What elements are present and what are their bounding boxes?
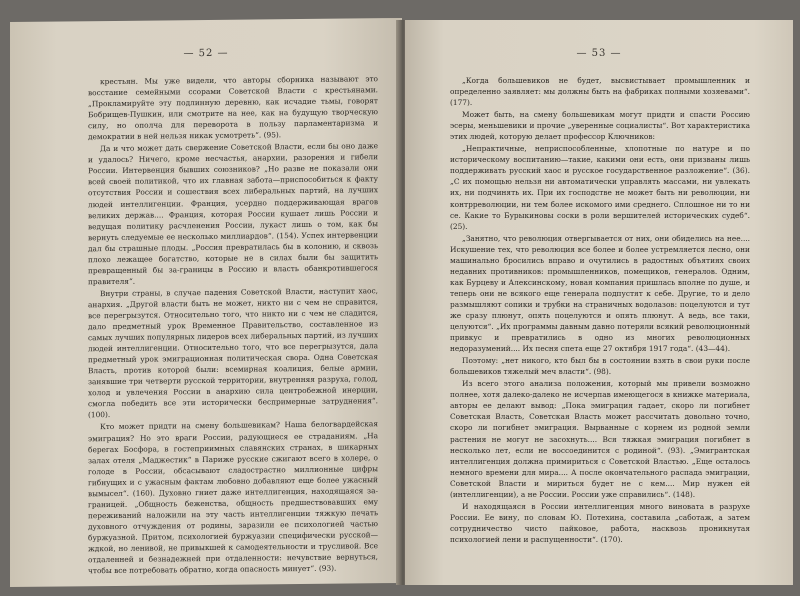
paragraph: Может быть, на смену большевикам могут придти и спасти Россию эсеры, меньшевики и прочие „уверенные социалисты“. Вот характеристика этих людей, которую делает профессор Ключников: (450, 110, 750, 142)
page-number: — 52 — (183, 47, 229, 60)
paragraph: „Занятно, что революция отвергывается от них, они обиделись на нее.... Искушение тех, что революция все более и более устремляется лесно, они машинально бросились вправо и очутились в радостных объятиях своих недавних противников: промышленников, помещиков, генералов. Одним, как Бурцеву и Алексинскому, новая компания пришлась вполне по душе, и теперь они не всякого еще генерала подпустят к себе. Другие, то и дело размышляют сопики и трубки на страничных водолазов: поцелуются и тут же сразу плюнут, опять поцелуются и опять плюнут. А ведь, все таки, целуются“. „Их программы давным давно потеряли всякий революционный привкус и превратились в одно из многих революционных недоразумений.... Их песня спета еще 27 октября 1917 года“. (43—44). (450, 233, 750, 354)
right-page (405, 20, 793, 585)
left-page (10, 18, 402, 587)
paragraph: И находящаяся в России интеллигенция много виновата в разрухе России. Ее вину, по словам Ю. Потехина, составила „саботаж, а затем сотрудничество чисто пайковое, работа, насквозь проникнутая психологией лени и распущенности“. (170). (450, 501, 750, 544)
page-number: — 53 — (576, 48, 622, 59)
paragraph: „Когда большевиков не будет, высвистывает промышленник и определенно заявляет: мы должны быть на фабриках полными хозяевами“. (177). (450, 76, 750, 108)
paragraph: Внутри страны, в случае падения Советской Власти, наступит хаос, анархия. „Другой власти быть не может, никто ни с чем не справится, все перегрызутся. Относительно того, что никто ни с чем не сладится, дало предметный урок Временное Правительство, составленное из самых лучших популярных лидеров всех либеральных партий, из лучших людей интеллигенции. Относительно того, что все перегрызутся, дала предметный урок эмиграционная политическая свора. Одна Советская Власть, против которой были: всемирная коалиция, белые армии, занявшие три четверти русской территории, внутренняя разруха, голод, холод и увлечения России в анархию сила центробежной инерции, смогла победить все эти исторически беспримерные затруднения“. (100). (88, 286, 378, 420)
paragraph: Кто может придти на смену большевикам? Наша белогвардейская эмиграция? Но это враги России, радующиеся ее страданиям. „На берегах Босфора, в гостеприимных славянских странах, в шикарных залах отеля „Маджестик“ в Париже русские сжигают всего в холере, о голоде в России, обсасывают сладострастно миллионные цифры гибнущих и с ужасным фактам любовно добавляют еще более ужасный вымысел“. (160). Духовно гниет даже интеллигенция, находящаяся за-границей. „Общность беженства, общность предшествовавших ему переживаний наложили на эту часть интеллигенции тяжкую печать духовного отчуждения от родины, заразили ее психологией частью буржуазной. Притом, психологией буржуазии специфически русской—ждкой, но ленивой, не привыкшей к самодеятельности и трусливой. Все отдаленней и безнадежней при отдаленности: нечувствие вернуться, чтобы все потребовать обратно, когда опасность минует“. (93). (88, 419, 378, 576)
paragraph: Поэтому: „нет никого, кто был бы в состоянии взять в свои руки после большевиков тяжелый меч власти“. (98). (450, 356, 750, 377)
page-text (450, 75, 750, 545)
page-text (88, 73, 378, 576)
open-book (10, 20, 794, 585)
paragraph: крестьян. Мы уже видели, что авторы сборника называют это восстание семейными ссорами Советской Власти с крестьянами. „Прокламируйте эту подлинную деревню, как исчадие тьмы, говорят Бобрищев-Пушкин, или смотрите на нее, как на будущую творческую силу, но ополча для переворота в пользу парламентаризма и демократии в ней нельзя никак усмотреть“. (95). (88, 74, 378, 142)
paragraph: Из всего этого анализа положения, который мы привели возможно полнее, хотя далеко-далеко не исчерпав имеющегося в книжке материала, авторы ее делают вывод: „Пока эмиграция гадает, скоро ли погибнет Советская Власть, Советская Власть может рассчитать довольно точно, скоро ли погибнет эмиграция. Вырванные с корнем из родной земли растения не могут не засохнуть.... Вся тяжкая эмиграция погибнет в несколько лет, если не воссоединится с родиной“. (93). „Эмигрантская интеллигенция должна примириться с Советской Властью. „Еще осталось немного времени для мира.... А после окончательного распада эмиграции, Советской Власти и мириться будет не с кем.... Мир нужен ей (интеллигенции), а не России. России уже справились“. (148). (450, 379, 750, 499)
paragraph: „Непрактичные, неприспособленные, хлопотные по натуре и по историческому воспитанию—такие, какими они есть, они призваны лишь поддерживать русский хаос и русское государственное разложение“. (36). „С их помощью нельзя ни автоматически управлять массами, ни увлекать их, ни подчинять их. При их господстве не может быть ни революции, ни контрреволюции, ни тем более искомого ими среднего. Сплошное ни то ни се. Какие то Бурыкиновы соски в роли вершителей исторических судеб“. (25). (450, 144, 750, 231)
paragraph: Да и что может дать свержение Советской Власти, если бы оно даже и удалось? Ничего, кроме несчастья, анархии, разорения и гибели России. Интервенция бывших союзников? „Но разве не показали они всей своей политикой, что их главная забота—приспособиться к факту отсутствия России и сошествия всех либеральных партий, на лучших людей интеллигенции. Франция, усердно поддерживающая врагов великих держав.... Франция, которая России кушает лишь России и ведущая политику расчленения России, лукаст лишь о том, как бы вернуть следуемые ее несколько миллиардов“. (154). Успех интервенции дал бы страшные плоды. „Россия превратилась бы в колонию, и сквозь плохо лежащее богатство, которые не в силах были бы защитить превращенный бы за-границы в Россию и власть обанкротившегося правителя“. (88, 141, 378, 287)
